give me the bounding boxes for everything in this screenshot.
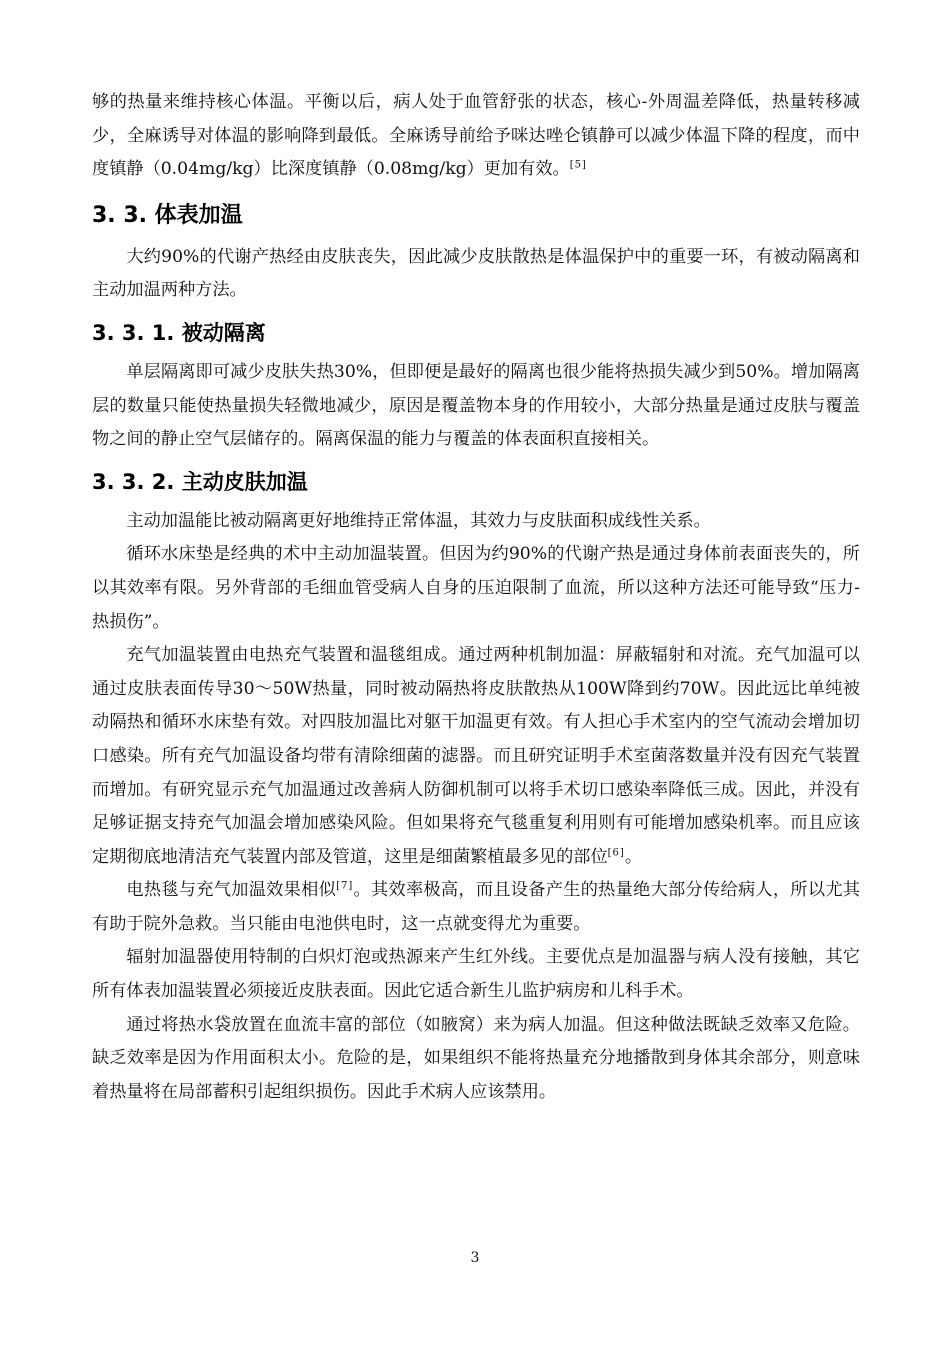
paragraph-forced-air <box>92 639 860 874</box>
section-heading-3-3: 3. 3. 体表加温 <box>92 202 243 228</box>
section-heading-3-3-1: 3. 3. 1. 被动隔离 <box>92 320 266 345</box>
paragraph-radiant-heater: 辐射加温器使用特制的白炽灯泡或热源来产生红外线。主要优点是加温器与病人没有接触，其它所有体表加温装置必须接近皮肤表面。因此它适合新生儿监护病房和儿科手术。 <box>92 947 860 1002</box>
paragraph-text: 电热毯与充气加温效果相似 <box>126 880 337 901</box>
page-number: 3 <box>470 1250 480 1266</box>
paragraph-continued <box>92 86 860 187</box>
paragraph-text: 充气加温装置由电热充气装置和温毯组成。通过两种机制加温：屏蔽辐射和对流。充气加温可以通过皮肤表面传导30～50W热量，同时被动隔热将皮肤散热从100W降到约70W。因此远比单纯被动隔热和循环水床垫有效。对四肢加温比对躯干加温更有效。有人担心手术室内的空气流动会增加切口感染。所有充气加温设备均带有清除细菌的滤器。而且研究证明手术室菌落数量并没有因充气装置而增加。有研究显示充气加温通过改善病人防御机制可以将手术切口感染率降低三成。因此，并没有足够证据支持充气加温会增加感染风险。但如果将充气毯重复利用则有可能增加感染机率。而且应该定期彻底地清洁充气装置内部及管道，这里是细菌繁植最多见的部位 <box>92 645 860 867</box>
paragraph-passive-insulation: 单层隔离即可减少皮肤失热30%，但即便是最好的隔离也很少能将热损失减少到50%。增加隔离层的数量只能使热量损失轻微地减少，原因是覆盖物本身的作用较小，大部分热量是通过皮肤与覆盖物之间的静止空气层储存的。隔离保温的能力与覆盖的体表面积直接相关。 <box>92 361 860 450</box>
paragraph-text-tail: 。其效率极高，而且设备产生的热量绝大部分传给病人，所以尤其有助于院外急救。当只能由电池供电时，这一点就变得尤为重要。 <box>92 880 860 934</box>
paragraph-water-mattress: 循环水床垫是经典的术中主动加温装置。但因为约90%的代谢产热是通过身体前表面丧失的，所以其效率有限。另外背部的毛细血管受病人自身的压迫限制了血流，所以这种方法还可能导致“压力-热损伤”。 <box>92 544 860 632</box>
paragraph-body-warming: 大约90%的代谢产热经由皮肤丧失，因此减少皮肤散热是体温保护中的重要一环，有被动隔离和主动加温两种方法。 <box>92 246 860 301</box>
paragraph-text-tail: 。 <box>624 846 643 867</box>
paragraph-text: 够的热量来维持核心体温。平衡以后，病人处于血管舒张的状态，核心-外周温差降低，热量转移减少，全麻诱导对体温的影响降到最低。全麻诱导前给予咪达唑仑镇静可以减少体温下降的程度，而中度镇静（0.04mg/kg）比深度镇静（0.08mg/kg）更加有效。 <box>92 92 860 180</box>
paragraph-active-warming: 主动加温能比被动隔离更好地维持正常体温，其效力与皮肤面积成线性关系。 <box>126 510 711 531</box>
citation-7: [7] <box>336 880 354 892</box>
page-body <box>92 86 860 1109</box>
paragraph-electric-blanket <box>92 874 860 941</box>
paragraph-hot-water-bag: 通过将热水袋放置在血流丰富的部位（如腋窝）来为病人加温。但这种做法既缺乏效率又危险。缺乏效率是因为作用面积太小。危险的是，如果组织不能将热量充分地播散到身体其余部分，则意味着热量将在局部蓄积引起组织损伤。因此手术病人应该禁用。 <box>92 1014 860 1102</box>
citation-6: [6] <box>607 846 625 858</box>
section-heading-3-3-2: 3. 3. 2. 主动皮肤加温 <box>92 469 308 494</box>
citation-5: [5] <box>569 159 587 171</box>
